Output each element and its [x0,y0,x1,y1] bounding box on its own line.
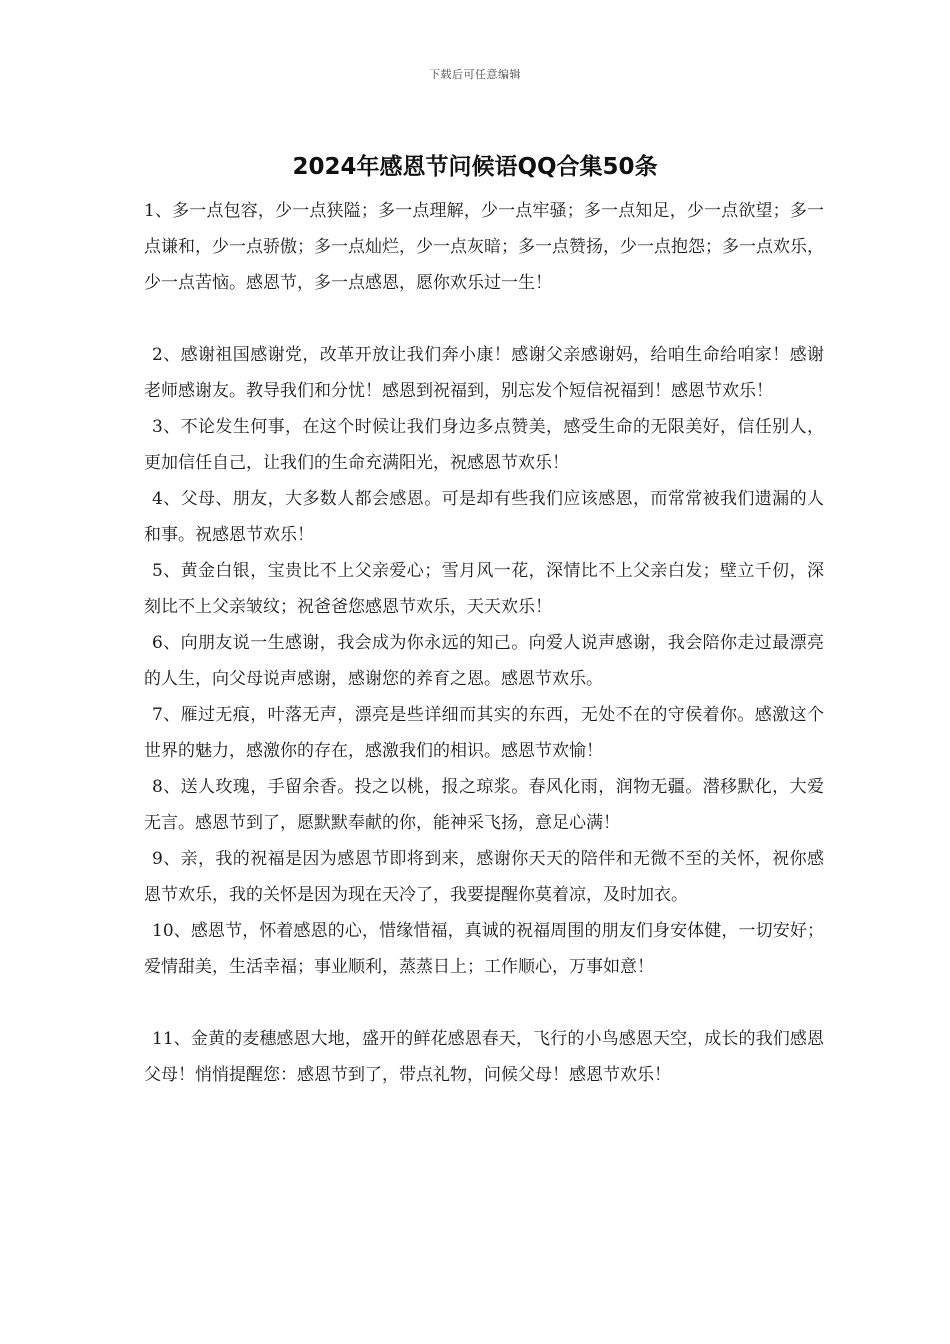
paragraph-2: 2、感谢祖国感谢党，改革开放让我们奔小康！感谢父亲感谢妈，给咱生命给咱家！感谢老师感谢友。教导我们和分忧！感恩到祝福到，别忘发个短信祝福到！感恩节欢乐！ [144,345,824,401]
header-note: 下载后可任意编辑 [429,68,521,81]
paragraph-6: 6、向朋友说一生感谢，我会成为你永远的知己。向爱人说声感谢，我会陪你走过最漂亮的人生，向父母说声感谢，感谢您的养育之恩。感恩节欢乐。 [144,633,824,689]
paragraph-5: 5、黄金白银，宝贵比不上父亲爱心；雪月风一花，深情比不上父亲白发；壁立千仞，深刻比不上父亲皱纹；祝爸爸您感恩节欢乐，天天欢乐！ [144,561,824,617]
document-body [144,193,824,1093]
paragraph-9: 9、亲，我的祝福是因为感恩节即将到来，感谢你天天的陪伴和无微不至的关怀，祝你感恩节欢乐，我的关怀是因为现在天冷了，我要提醒你莫着凉，及时加衣。 [144,849,824,905]
paragraph-10: 10、感恩节，怀着感恩的心，惜缘惜福，真诚的祝福周围的朋友们身安体健，一切安好；爱情甜美，生活幸福；事业顺利，蒸蒸日上；工作顺心，万事如意！ [144,921,824,977]
paragraph-1: 1、多一点包容，少一点狭隘；多一点理解，少一点牢骚；多一点知足，少一点欲望；多一点谦和，少一点骄傲；多一点灿烂，少一点灰暗；多一点赞扬，少一点抱怨；多一点欢乐，少一点苦恼。感恩节，多一点感恩，愿你欢乐过一生！ [144,201,824,293]
paragraph-8: 8、送人玫瑰，手留余香。投之以桃，报之琼浆。春风化雨，润物无疆。潜移默化，大爱无言。感恩节到了，愿默默奉献的你，能神采飞扬，意足心满！ [144,777,824,833]
paragraph-4: 4、父母、朋友，大多数人都会感恩。可是却有些我们应该感恩，而常常被我们遗漏的人和事。祝感恩节欢乐！ [144,489,824,545]
page-title: 2024年感恩节问候语QQ合集50条 [292,154,658,180]
paragraph-3: 3、不论发生何事，在这个时候让我们身边多点赞美，感受生命的无限美好，信任别人，更加信任自己，让我们的生命充满阳光，祝感恩节欢乐！ [144,417,824,473]
paragraph-11: 11、金黄的麦穗感恩大地，盛开的鲜花感恩春天，飞行的小鸟感恩天空，成长的我们感恩父母！悄悄提醒您：感恩节到了，带点礼物，问候父母！感恩节欢乐！ [144,1029,824,1085]
paragraph-7: 7、雁过无痕，叶落无声，漂亮是些详细而其实的东西，无处不在的守侯着你。感激这个世界的魅力，感激你的存在，感激我们的相识。感恩节欢愉！ [144,705,824,761]
